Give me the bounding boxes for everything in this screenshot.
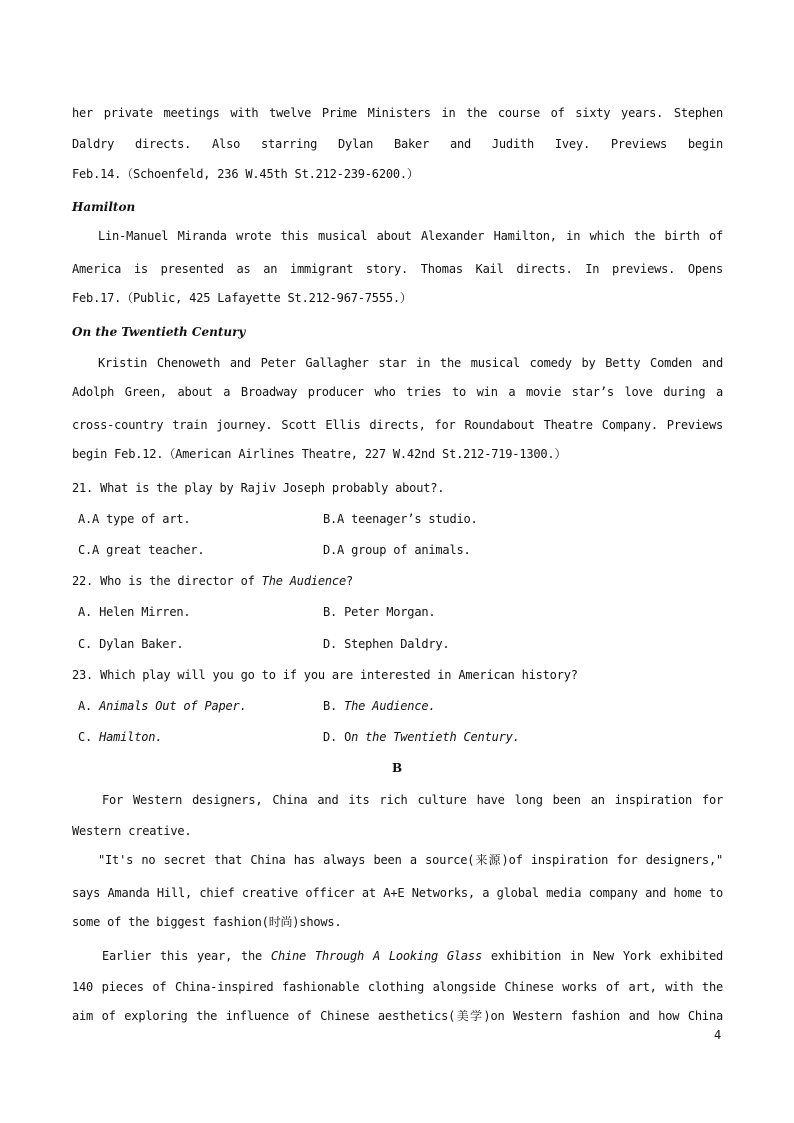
- q23-d-label: D. O: [323, 730, 352, 744]
- page-number: 4: [714, 1028, 722, 1042]
- b-para2-line-1: "It's no secret that China has always been a source(来源)of inspiration for designers,": [98, 853, 723, 867]
- q21-option-c: C.A great teacher.: [78, 543, 205, 557]
- hamilton-line-1: Lin-Manuel Miranda wrote this musical about Alexander Hamilton, in which the birth of: [98, 229, 723, 243]
- q22-title: The Audience: [261, 574, 346, 588]
- q23-a-label: A.: [78, 699, 100, 713]
- b-para1-line-2: Western creative.: [72, 824, 192, 838]
- b-para2-line-2: says Amanda Hill, chief creative officer at A+E Networks, a global media company and home to: [72, 886, 723, 900]
- b-para3-post: exhibition in New York exhibited: [482, 949, 724, 963]
- q22-option-a: A. Helen Mirren.: [78, 605, 191, 619]
- b-para3-exhibition-title: Chine Through A Looking Glass: [270, 949, 482, 963]
- section-heading-b: B: [392, 761, 402, 775]
- q23-option-c: [78, 730, 162, 744]
- q23-b-label: B.: [323, 699, 345, 713]
- audience-line-3: Feb.14.（Schoenfeld, 236 W.45th St.212-239-6200.）: [72, 167, 419, 181]
- audience-line-2: Daldry directs. Also starring Dylan Baker and Judith Ivey. Previews begin: [72, 137, 723, 151]
- q22-suffix: ?: [345, 574, 353, 588]
- q21-option-a: A.A type of art.: [78, 512, 191, 526]
- q23-option-b: [323, 699, 435, 713]
- q23-d-title: n the Twentieth Century.: [351, 730, 520, 744]
- hamilton-line-3: Feb.17.（Public, 425 Lafayette St.212-967-7555.）: [72, 291, 412, 305]
- q23-option-a: [78, 699, 247, 713]
- hamilton-line-2: America is presented as an immigrant story. Thomas Kail directs. In previews. Opens: [72, 262, 723, 276]
- question-23: 23. Which play will you go to if you are interested in American history?: [72, 668, 578, 682]
- twentieth-line-4: begin Feb.12.（American Airlines Theatre, 227 W.42nd St.212-719-1300.）: [72, 447, 567, 461]
- question-21: 21. What is the play by Rajiv Joseph probably about?.: [72, 481, 445, 495]
- q21-option-b: B.A teenager’s studio.: [323, 512, 478, 526]
- b-para3-line-3: aim of exploring the influence of Chinese aesthetics(美学)on Western fashion and how China: [72, 1009, 723, 1023]
- twentieth-line-3: cross-country train journey. Scott Ellis directs, for Roundabout Theatre Company. Previews: [72, 418, 723, 432]
- twentieth-line-1: Kristin Chenoweth and Peter Gallagher star in the musical comedy by Betty Comden and: [98, 356, 723, 370]
- hamilton-title: Hamilton: [72, 200, 136, 214]
- b-para3-line-2: 140 pieces of China-inspired fashionable clothing alongside Chinese works of art, with the: [72, 980, 723, 994]
- q22-option-c: C. Dylan Baker.: [78, 637, 184, 651]
- q22-option-b: B. Peter Morgan.: [323, 605, 436, 619]
- twentieth-title: On the Twentieth Century: [72, 325, 246, 339]
- twentieth-line-2: Adolph Green, about a Broadway producer who tries to win a movie star’s love during a: [72, 385, 723, 399]
- b-para2-line-3: some of the biggest fashion(时尚)shows.: [72, 915, 342, 929]
- b-para3-line-1: [72, 949, 723, 963]
- q23-option-d: [323, 730, 520, 744]
- b-para1-line-1: For Western designers, China and its rich culture have long been an inspiration for: [102, 793, 723, 807]
- q23-a-title: Animals Out of Paper.: [99, 699, 247, 713]
- q23-b-title: The Audience.: [344, 699, 436, 713]
- q22-option-d: D. Stephen Daldry.: [323, 637, 450, 651]
- q21-option-d: D.A group of animals.: [323, 543, 471, 557]
- q22-prefix: 22. Who is the director of: [72, 574, 262, 588]
- b-para3-pre: Earlier this year, the: [102, 949, 271, 963]
- q23-c-label: C.: [78, 730, 100, 744]
- q23-c-title: Hamilton.: [99, 730, 163, 744]
- question-22: [72, 574, 723, 588]
- audience-line-1: her private meetings with twelve Prime Ministers in the course of sixty years. Stephen: [72, 106, 723, 120]
